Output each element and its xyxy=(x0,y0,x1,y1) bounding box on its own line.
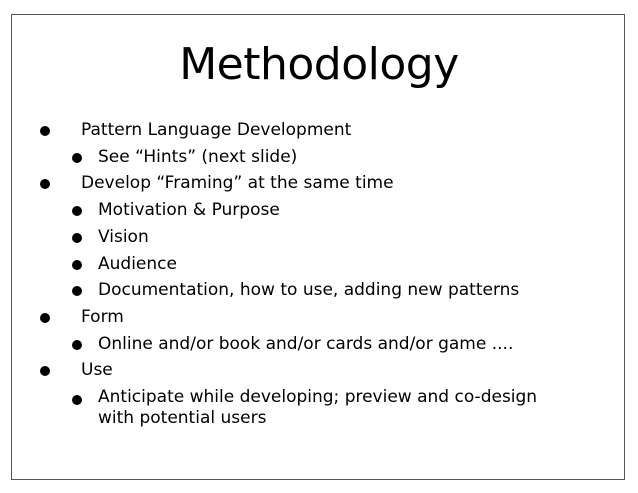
bullet-text: Vision xyxy=(98,226,149,247)
bullet-text: Documentation, how to use, adding new patterns xyxy=(98,280,520,301)
bullet-dot-icon xyxy=(72,340,82,350)
bullet-item-motivation xyxy=(0,197,638,224)
bullet-dot-icon xyxy=(72,233,82,243)
bullet-item-audience xyxy=(0,251,638,278)
bullet-text: Audience xyxy=(98,253,177,274)
bullet-item-documentation xyxy=(0,277,638,304)
bullet-dot-icon xyxy=(72,286,82,296)
bullet-item-anticipate xyxy=(0,384,568,429)
bullet-item-vision xyxy=(0,224,638,251)
bullet-dot-icon xyxy=(72,260,82,270)
bullet-item-form xyxy=(0,304,638,331)
bullet-dot-icon xyxy=(72,395,82,405)
bullet-dot-icon xyxy=(40,126,50,136)
slide-title: Methodology xyxy=(179,39,459,90)
bullet-item-online xyxy=(0,331,638,358)
bullet-text: Motivation & Purpose xyxy=(98,200,280,221)
bullet-dot-icon xyxy=(72,153,82,163)
bullet-item-use xyxy=(0,357,638,384)
bullet-list xyxy=(0,117,638,429)
bullet-text: Anticipate while developing; preview and co-design with potential users xyxy=(98,387,538,429)
bullet-item-hints xyxy=(0,144,638,171)
bullet-dot-icon xyxy=(72,206,82,216)
bullet-dot-icon xyxy=(40,313,50,323)
bullet-dot-icon xyxy=(40,179,50,189)
bullet-item-framing xyxy=(0,170,638,197)
bullet-text: Form xyxy=(81,306,124,327)
bullet-text: See “Hints” (next slide) xyxy=(98,146,298,167)
bullet-text: Online and/or book and/or cards and/or game .... xyxy=(98,333,514,354)
bullet-text: Use xyxy=(81,360,113,381)
bullet-item-pattern-language xyxy=(0,117,638,144)
bullet-text: Pattern Language Development xyxy=(81,120,352,140)
bullet-text: Develop “Framing” at the same time xyxy=(81,173,394,194)
bullet-dot-icon xyxy=(40,366,50,376)
